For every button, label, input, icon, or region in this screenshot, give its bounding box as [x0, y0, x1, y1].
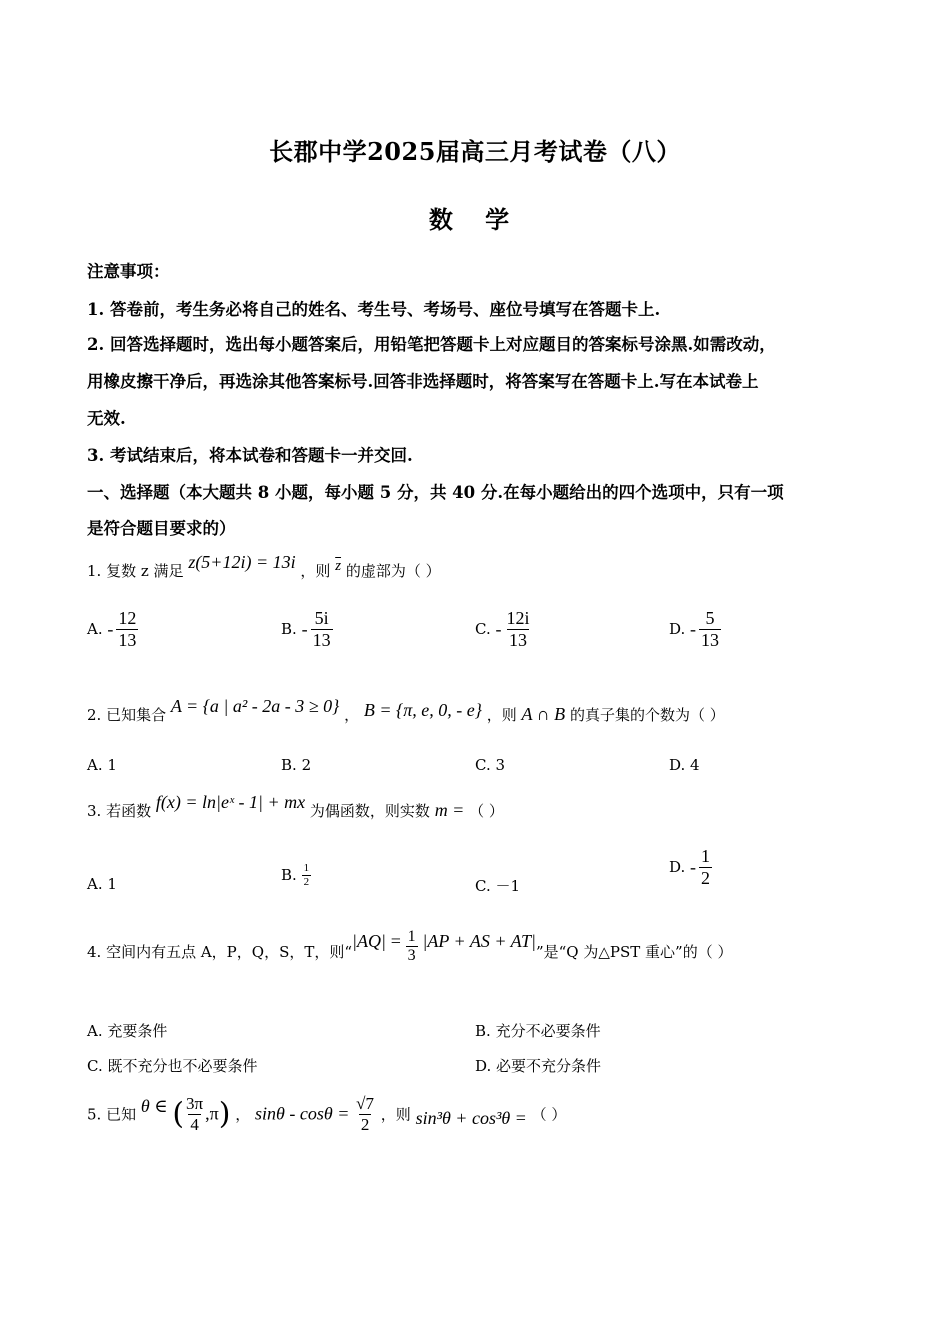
q1-prefix: 1. 复数 z 满足 — [87, 562, 184, 580]
q5-int-den: 4 — [190, 1114, 199, 1134]
q4-option-b-text: 充分不必要条件 — [495, 1022, 601, 1040]
q2-expr: A ∩ B — [521, 704, 566, 724]
exam-title: 长郡中学2025届高三月考试卷（八） — [269, 137, 681, 166]
q1-option-a-label: A. — [87, 620, 103, 639]
q2-mid: ，则 — [486, 706, 517, 724]
q1-option-b-num: 5i — [314, 608, 329, 628]
q2-set-a: A = {a | a² - 2a - 3 ≥ 0} — [170, 696, 340, 716]
question-1-stem — [87, 552, 441, 581]
q5-cond-den: 2 — [360, 1114, 370, 1134]
q2-option-a[interactable] — [87, 756, 117, 774]
q2-option-b-label: B. — [281, 756, 297, 774]
q3-mid: 为偶函数，则实数 — [309, 802, 430, 820]
q4-coef-fraction — [406, 928, 418, 966]
q3-option-a-text: 1 — [107, 875, 117, 893]
q5-int-num: 3π — [186, 1094, 204, 1113]
q3-prefix: 3. 若函数 — [87, 802, 152, 820]
q3-option-d-num: 1 — [701, 846, 711, 866]
q1-option-d[interactable] — [669, 608, 721, 650]
q4-option-c-label: C. — [87, 1057, 103, 1075]
q4-eq: = — [390, 930, 401, 951]
q4-option-d-text: 必要不充分条件 — [496, 1057, 602, 1075]
q1-option-c-fraction — [505, 608, 532, 650]
q1-option-a-fraction — [116, 608, 138, 650]
question-2-stem — [87, 696, 725, 725]
q1-option-c-num: 12i — [506, 608, 530, 628]
q3-option-d-sign: - — [690, 856, 697, 877]
q2-option-a-label: A. — [87, 756, 103, 774]
q1-option-b-fraction — [311, 608, 333, 650]
q2-option-c-text: 3 — [495, 756, 506, 774]
q4-option-b[interactable] — [475, 1020, 601, 1041]
section-heading-line-1: 一、选择题（本大题共 8 小题，每小题 5 分，共 40 分.在每小题给出的四个选项中，只有一项 — [87, 483, 784, 502]
q4-prefix: 4. 空间内有五点 A，P，Q，S，T，则“ — [87, 942, 353, 961]
q4-option-c[interactable] — [87, 1055, 258, 1076]
q3-option-c-text: －1 — [495, 877, 521, 895]
q2-option-d-label: D. — [669, 756, 686, 774]
q4-option-a-label: A. — [87, 1022, 103, 1040]
note-item-3: 3. 考试结束后，将本试卷和答题卡一并交回. — [87, 446, 413, 465]
note-item-2-line-3: 无效. — [87, 409, 126, 428]
q3-option-c-label: C. — [475, 877, 491, 895]
q2-option-c-label: C. — [475, 756, 491, 774]
q5-cond-fraction — [354, 1094, 376, 1134]
q1-option-b[interactable] — [281, 608, 333, 650]
q4-option-c-text: 既不充分也不必要条件 — [107, 1057, 258, 1075]
question-4-stem — [87, 928, 733, 972]
q5-cond: sinθ - cosθ = — [255, 1103, 350, 1124]
q3-option-b-fraction — [302, 862, 312, 888]
q5-interval-fraction — [184, 1094, 205, 1134]
q4-option-d-label: D. — [475, 1057, 492, 1075]
q2-prefix: 2. 已知集合 — [87, 706, 167, 724]
q5-target: sin³θ + cos³θ = — [415, 1107, 527, 1128]
q3-option-b[interactable] — [281, 862, 311, 888]
q1-option-b-label: B. — [281, 620, 297, 639]
q2-option-d[interactable] — [669, 756, 700, 774]
q1-option-a-num: 12 — [118, 608, 137, 628]
q4-lhs: |AQ| — [352, 930, 386, 951]
q4-option-d[interactable] — [475, 1055, 601, 1076]
q4-option-a[interactable] — [87, 1020, 167, 1041]
q1-option-c-sign: - — [495, 618, 502, 639]
q3-var: m = — [434, 800, 465, 820]
q1-option-c-label: C. — [475, 620, 491, 639]
subject-title: 数 学 — [428, 205, 522, 234]
q2-option-b-text: 2 — [301, 756, 312, 774]
q3-option-a-label: A. — [87, 875, 103, 893]
q4-suffix: ”是“Q 为△PST 重心”的（ ） — [535, 942, 733, 961]
q1-option-d-den: 13 — [701, 629, 720, 650]
q5-int-tail: ,π — [205, 1103, 219, 1124]
q1-mid: ，则 — [300, 562, 331, 580]
q5-left-paren: ( — [172, 1096, 185, 1132]
note-item-1: 1. 答卷前，考生务必将自己的姓名、考生号、考场号、座位号填写在答题卡上. — [87, 300, 661, 319]
q1-formula: z(5+12i) = 13i — [188, 552, 296, 572]
q1-option-a-den: 13 — [118, 629, 137, 650]
q5-right-paren: ) — [218, 1096, 231, 1132]
q3-option-b-den: 2 — [303, 875, 310, 888]
q3-option-d-den: 2 — [701, 867, 711, 888]
note-item-2-line-2: 用橡皮擦干净后，再选涂其他答案标号.回答非选择题时，将答案写在答题卡上.写在本试卷上 — [87, 372, 759, 391]
q1-option-c-den: 13 — [509, 629, 527, 650]
q2-suffix: 的真子集的个数为（ ） — [569, 706, 725, 724]
q2-set-b: B = {π, e, 0, - e} — [363, 700, 482, 720]
q4-option-b-label: B. — [475, 1022, 491, 1040]
q2-option-b[interactable] — [281, 756, 311, 774]
q5-theta-in: θ ∈ — [140, 1095, 168, 1116]
q3-option-d-label: D. — [669, 858, 686, 877]
q4-rhs: |AP + AS + AT| — [422, 930, 536, 951]
q1-option-d-fraction — [699, 608, 721, 650]
q2-option-a-text: 1 — [107, 756, 117, 774]
q1-option-d-label: D. — [669, 620, 686, 639]
note-item-2-line-1: 2. 回答选择题时，选出每小题答案后，用铅笔把答题卡上对应题目的答案标号涂黑.如需改动， — [87, 335, 776, 354]
q3-option-c[interactable] — [475, 875, 520, 896]
q3-option-b-num: 1 — [303, 862, 310, 874]
q1-option-b-den: 13 — [312, 629, 331, 650]
q1-option-c[interactable] — [475, 608, 532, 650]
q3-option-d-fraction — [699, 846, 712, 888]
q5-mid: ，则 — [380, 1105, 411, 1124]
q3-option-a[interactable] — [87, 875, 117, 893]
q3-option-d[interactable] — [669, 846, 712, 888]
q1-option-d-num: 5 — [705, 608, 715, 628]
question-5-stem — [87, 1094, 566, 1134]
question-3-stem — [87, 792, 504, 821]
q3-option-b-label: B. — [281, 866, 297, 885]
q5-sep: ， — [235, 1105, 251, 1124]
q2-option-c[interactable] — [475, 756, 505, 774]
q5-suffix: （ ） — [531, 1105, 567, 1124]
q1-option-b-sign: - — [301, 618, 308, 639]
q1-suffix: 的虚部为（ ） — [345, 562, 441, 580]
q4-option-a-text: 充要条件 — [107, 1022, 168, 1040]
q1-option-a-sign: - — [107, 618, 114, 639]
q2-sep: ， — [344, 706, 360, 724]
q4-coef-den: 3 — [407, 947, 416, 965]
q3-formula: f(x) = ln|eˣ - 1| + mx — [155, 792, 306, 812]
q5-prefix: 5. 已知 — [87, 1105, 137, 1124]
notes-heading: 注意事项： — [87, 262, 170, 281]
q4-coef-num: 1 — [407, 928, 416, 945]
section-heading-line-2: 是符合题目要求的） — [87, 519, 236, 538]
q1-option-a[interactable] — [87, 608, 138, 650]
q2-option-d-text: 4 — [690, 756, 700, 774]
q3-suffix: （ ） — [469, 802, 504, 820]
q5-cond-num: √7 — [356, 1094, 374, 1113]
q1-zbar: $\overline{z}$ — [335, 558, 342, 574]
q1-option-d-sign: - — [690, 618, 697, 639]
